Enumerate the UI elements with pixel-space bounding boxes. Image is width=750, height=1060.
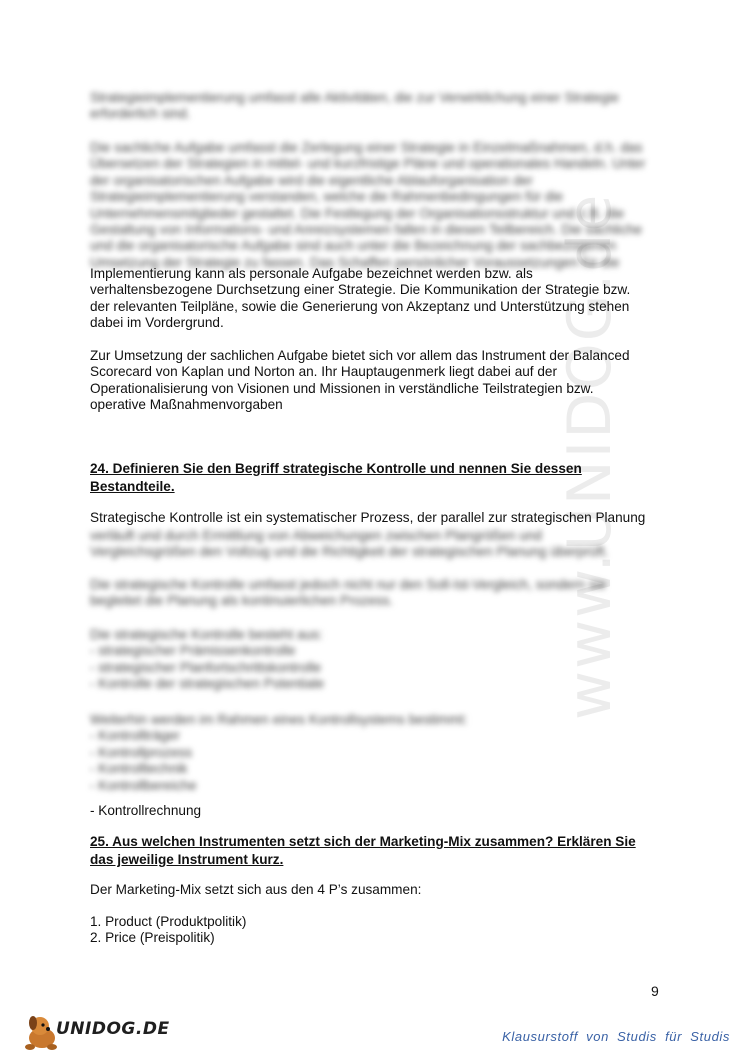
list-item: 2. Price (Preispolitik)	[90, 930, 215, 946]
heading-line: das jeweilige Instrument kurz.	[90, 852, 284, 867]
text-line: Implementierung kann als personale Aufgabe bezeichnet werden bzw. als	[90, 266, 533, 281]
text-line: Die strategische Kontrolle umfasst jedoch nicht nur den Soll-Ist-Vergleich, sondern sie	[90, 577, 607, 592]
text-line: Die strategische Kontrolle besteht aus:	[90, 627, 323, 642]
text-line: Strategieimplementierung umfasst alle Aktivitäten, die zur Verwirklichung einer Strategie	[90, 90, 619, 105]
text-line: und die organisatorische Aufgabe sind auch unter die Bezeichnung der sachbezogenen	[90, 238, 617, 254]
text-line: - Kontrolle der strategischen Potentiale	[90, 676, 325, 692]
text-line: - Kontrollträger	[90, 728, 180, 744]
text-line: dabei im Vordergrund.	[90, 315, 224, 331]
footer-logo-text: UNIDOG.DE	[56, 1019, 170, 1039]
text-line: Übersetzen der Strategien in mittel- und kurzfristige Pläne und operationales Handeln. Unter	[90, 156, 646, 172]
blurred-paragraph-3	[90, 528, 658, 561]
heading-line: 24. Definieren Sie den Begriff strategische Kontrolle und nennen Sie dessen	[90, 461, 582, 476]
text-line: verläuft und durch Ermittlung von Abweichungen zwischen Plangrößen und	[90, 528, 542, 543]
footer-tagline: Klausurstoff von Studis für Studis	[502, 1029, 730, 1044]
blurred-paragraph-6	[90, 712, 658, 794]
text-line: operative Maßnahmenvorgaben	[90, 397, 283, 413]
text-line: Umsetzung der Strategie zu fassen. Das Schaffen persönlicher Voraussetzungen für die	[90, 254, 620, 270]
blurred-paragraph-5	[90, 627, 658, 693]
paragraph-balanced-scorecard	[90, 348, 658, 414]
text-line: Operationalisierung von Visionen und Missionen in verständliche Teilstrategien bzw.	[90, 380, 594, 396]
text-line: Strategieimplementierung verstanden, welche die Rahmenbedingungen für die	[90, 189, 564, 205]
text-line: Unternehmensmitglieder gestaltet. Die Festlegung der Organisationsstruktur und z.B. die	[90, 205, 625, 221]
blurred-paragraph-1	[90, 90, 658, 123]
heading-line: 25. Aus welchen Instrumenten setzt sich der Marketing-Mix zusammen? Erklären Sie	[90, 834, 636, 849]
text-line: - strategischer Prämissenkontrolle	[90, 643, 296, 659]
text-line: Gestaltung von Informations- und Anreizsystemen fallen in diesen Teilbereich. Die sachliche	[90, 222, 643, 238]
text-line: Zur Umsetzung der sachlichen Aufgabe bietet sich vor allem das Instrument der Balanced	[90, 348, 630, 363]
text-line: erforderlich sind.	[90, 106, 191, 122]
text-line: - Kontrollprozess	[90, 744, 192, 760]
watermark: www.UNIDOG.de	[555, 192, 625, 720]
text-line: verhaltensbezogene Durchsetzung einer Strategie. Die Kommunikation der Strategie bzw.	[90, 282, 631, 298]
question-25-intro: Der Marketing-Mix setzt sich aus den 4 P’s zusammen:	[90, 882, 422, 897]
text-line: begleitet die Planung als kontinuierlichen Prozess.	[90, 593, 394, 609]
list-item-kontrollrechnung: - Kontrollrechnung	[90, 803, 202, 818]
instrument-list	[90, 914, 658, 947]
blurred-paragraph-2	[90, 140, 658, 271]
text-line: Die sachliche Aufgabe umfasst die Zerlegung einer Strategie in Einzelmaßnahmen, d.h. das	[90, 140, 643, 155]
question-24-answer: Strategische Kontrolle ist ein systematischer Prozess, der parallel zur strategischen Planung	[90, 510, 646, 525]
text-line: der relevanten Teilpläne, sowie die Generierung von Akzeptanz und Unterstützung stehen	[90, 298, 630, 314]
question-25-heading	[90, 833, 658, 869]
text-line: - Kontrollbereiche	[90, 777, 197, 793]
question-24-heading	[90, 460, 658, 496]
paragraph-personal-task	[90, 266, 658, 332]
text-line: - Kontrolltechnik	[90, 761, 188, 777]
text-line: Scorecard von Kaplan und Norton an. Ihr Hauptaugenmerk liegt dabei auf der	[90, 364, 558, 380]
text-line: Weiterhin werden im Rahmen eines Kontrollsystems bestimmt:	[90, 712, 468, 727]
heading-line: Bestandteile.	[90, 479, 175, 494]
text-line: - strategischer Planfortschrittskontrolle	[90, 659, 322, 675]
page-number: 9	[651, 983, 659, 999]
list-item: 1. Product (Produktpolitik)	[90, 914, 247, 929]
text-line: der organisatorischen Aufgabe wird die eigentliche Ablauforganisation der	[90, 172, 533, 188]
blurred-paragraph-4	[90, 577, 658, 610]
text-line: Vergleichsgrößen den Vollzug und die Richtigkeit der strategischen Planung überprüft.	[90, 544, 609, 560]
